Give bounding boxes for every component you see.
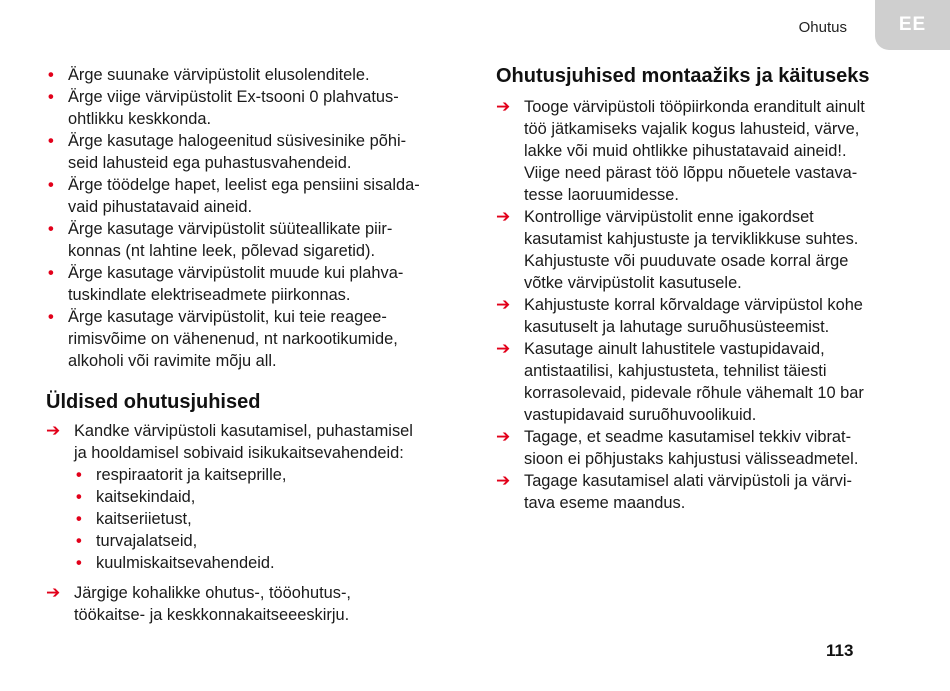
left-column (46, 64, 476, 626)
list-item-text: Kandke värvipüstoli kasutamisel, puhastamisel ja hooldamisel sobivaid isikukaitsevahendeid: (74, 422, 413, 462)
bullet-icon: • (76, 554, 82, 572)
list-item (496, 294, 926, 338)
list-item (74, 508, 476, 530)
list-item (46, 262, 476, 306)
list-item-text: Kasutage ainult lahustitele vastupidavaid, antistaatilisi, kahjustusteta, tehnilist täiesti korrasolevaid, pidevale rõhule vähemalt 10 bar vastupidavaid suruõhuvoolikuid. (524, 340, 864, 424)
bullet-icon: • (48, 66, 54, 84)
list-item (74, 552, 476, 574)
bullet-icon: • (48, 176, 54, 194)
bullet-icon: • (48, 88, 54, 106)
arrow-right-icon: ➔ (496, 295, 511, 314)
list-item-text: kuulmiskaitsevahendeid. (96, 554, 275, 572)
list-item (496, 338, 926, 426)
assembly-safety-title: Ohutusjuhised montaažiks ja käituseks (496, 65, 870, 87)
list-item (46, 174, 476, 218)
list-item-text: respiraatorit ja kaitseprille, (96, 466, 287, 484)
arrow-right-icon: ➔ (496, 427, 511, 446)
bullet-icon: • (76, 466, 82, 484)
list-item-text: Ärge kasutage värvipüstolit muude kui plahva- tuskindlate elektriseadmete piirkonnas. (68, 264, 404, 304)
list-item-text: turvajalatseid, (96, 532, 198, 550)
bullet-icon: • (76, 510, 82, 528)
right-column (496, 64, 926, 514)
header-section-label: Ohutus (798, 19, 847, 36)
list-item (46, 582, 476, 626)
list-item (74, 486, 476, 508)
list-item-text: Ärge kasutage halogeenitud süsivesinike põhi- seid lahusteid ega puhastusvahendeid. (68, 132, 407, 172)
list-item-text: Kontrollige värvipüstolit enne igakordset kasutamist kahjustuste ja terviklikkuse suhtes. Kahjustuste või puuduvate osade korral ärge võtke värvipüstolit kasutusele. (524, 208, 859, 292)
general-safety-title: Üldised ohutusjuhised (46, 391, 261, 413)
list-item-text: kaitsekindaid, (96, 488, 196, 506)
list-item-text: Ärge suunake värvipüstolit elusolenditele. (68, 66, 370, 84)
arrow-right-icon: ➔ (496, 339, 511, 358)
arrow-right-icon: ➔ (496, 471, 511, 490)
bullet-icon: • (76, 488, 82, 506)
list-item (46, 306, 476, 372)
arrow-right-icon: ➔ (496, 97, 511, 116)
bullet-icon: • (48, 220, 54, 238)
list-item-text: kaitseriietust, (96, 510, 192, 528)
list-item-text: Tagage kasutamisel alati värvipüstoli ja värvi- tava eseme maandus. (524, 472, 852, 512)
list-item (46, 86, 476, 130)
list-item-text: Ärge töödelge hapet, leelist ega pensiini sisalda- vaid pihustatavaid aineid. (68, 176, 420, 216)
general-safety-list (46, 420, 476, 626)
list-item (46, 130, 476, 174)
list-item (74, 530, 476, 552)
arrow-right-icon: ➔ (496, 207, 511, 226)
list-item (74, 464, 476, 486)
ppe-list (74, 464, 476, 574)
list-item (46, 218, 476, 262)
list-item-text: Tooge värvipüstoli tööpiirkonda eranditult ainult töö jätkamiseks vajalik kogus lahusteid, värve, lakke või muid ohtlikke pihustatavaid aineid!. Viige need pärast töö lõppu nõuetele vastava- tesse laoruumidesse. (524, 98, 865, 204)
list-item (46, 64, 476, 86)
list-item-text: Ärge kasutage värvipüstolit süüteallikate piir- konnas (nt lahtine leek, põlevad sigaretid). (68, 220, 393, 260)
list-item (496, 470, 926, 514)
list-item-text: Tagage, et seadme kasutamisel tekkiv vibrat- sioon ei põhjustaks kahjustusi välisseadmetel. (524, 428, 859, 468)
list-item (496, 426, 926, 470)
list-item (46, 420, 476, 574)
list-item-text: Ärge viige värvipüstolit Ex-tsooni 0 plahvatus- ohtlikku keskkonda. (68, 88, 399, 128)
bullet-icon: • (48, 264, 54, 282)
bullet-icon: • (48, 308, 54, 326)
list-item-text: Kahjustuste korral kõrvaldage värvipüstol kohe kasutuselt ja lahutage suruõhusüsteemist. (524, 296, 863, 336)
list-item (496, 96, 926, 206)
arrow-right-icon: ➔ (46, 583, 61, 602)
arrow-right-icon: ➔ (46, 421, 61, 440)
assembly-safety-list (496, 96, 926, 514)
list-item-text: Ärge kasutage värvipüstolit, kui teie reagee- rimisvõime on vähenenud, nt narkootikumide, alkoholi või ravimite mõju all. (68, 308, 398, 370)
prohibition-list (46, 64, 476, 372)
bullet-icon: • (48, 132, 54, 150)
list-item-text: Järgige kohalikke ohutus-, tööohutus-, töökaitse- ja keskkonnakaitseeeskirju. (74, 584, 351, 624)
language-tab: EE (875, 0, 950, 50)
bullet-icon: • (76, 532, 82, 550)
list-item (496, 206, 926, 294)
page-number: 113 (826, 641, 854, 660)
